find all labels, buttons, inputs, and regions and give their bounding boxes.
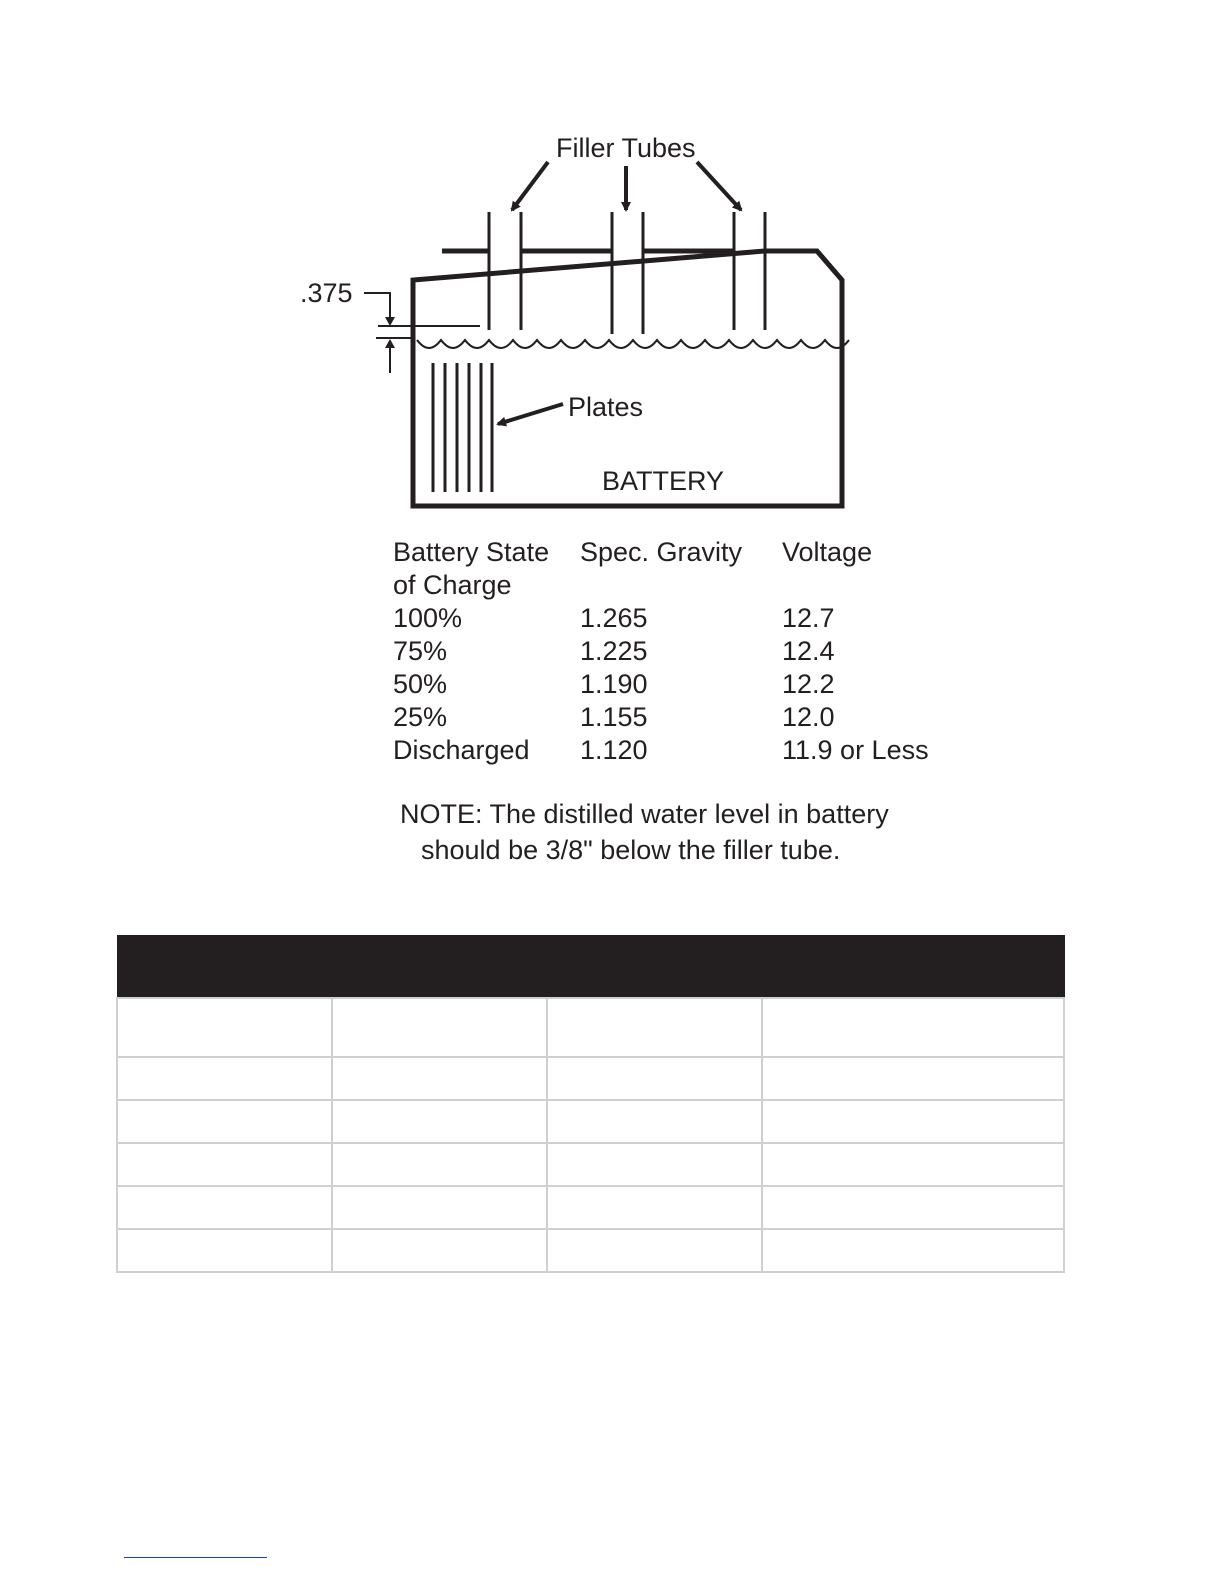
note-line-1: NOTE: The distilled water level in battery <box>400 799 889 829</box>
table-header-row <box>393 536 973 569</box>
table-row <box>117 1100 1064 1143</box>
cell-voltage: 11.9 or Less <box>782 735 929 765</box>
filler-tubes <box>489 212 765 334</box>
table-header <box>117 936 1064 999</box>
table-header-row-2 <box>393 569 973 602</box>
cell-state: 100% <box>393 603 463 633</box>
cell-gravity: 1.120 <box>580 735 648 765</box>
water-level-note <box>400 796 889 868</box>
blank-log-table <box>116 935 1065 1273</box>
header-gravity: Spec. Gravity <box>580 537 743 567</box>
plates-label: Plates <box>568 392 644 422</box>
cell-voltage: 12.4 <box>782 636 835 666</box>
filler-tube-arrows <box>512 162 741 210</box>
cell-voltage: 12.2 <box>782 669 835 699</box>
table-row <box>117 998 1064 1057</box>
cell-gravity: 1.265 <box>580 603 648 633</box>
table-row <box>117 1057 1064 1100</box>
footer-link-rule <box>124 1557 267 1558</box>
cell-gravity: 1.155 <box>580 702 648 732</box>
cell-gravity: 1.190 <box>580 669 648 699</box>
cell-voltage: 12.0 <box>782 702 835 732</box>
filler-tubes-label: Filler Tubes <box>556 133 696 163</box>
cell-state: 75% <box>393 636 448 666</box>
cell-state: 25% <box>393 702 448 732</box>
cell-gravity: 1.225 <box>580 636 648 666</box>
header-state: Battery State <box>393 537 550 567</box>
header-state-line2: of Charge <box>393 570 512 600</box>
dimension-label: .375 <box>300 278 353 308</box>
plates-arrow <box>498 404 563 424</box>
table-row <box>393 734 973 767</box>
cell-voltage: 12.7 <box>782 603 835 633</box>
table-row <box>393 701 973 734</box>
header-voltage: Voltage <box>782 537 873 567</box>
table-row <box>117 1229 1064 1272</box>
table-row <box>117 1186 1064 1229</box>
plates <box>433 363 492 492</box>
cell-state: Discharged <box>393 735 530 765</box>
state-of-charge-table <box>393 536 973 767</box>
table-row <box>117 1143 1064 1186</box>
cell-state: 50% <box>393 669 448 699</box>
water-surface <box>417 340 849 348</box>
table-row <box>393 635 973 668</box>
table-row <box>393 602 973 635</box>
note-line-2: should be 3/8" below the filler tube. <box>421 835 841 865</box>
dimension-marker <box>364 293 480 373</box>
battery-label: BATTERY <box>602 466 725 496</box>
table-row <box>393 668 973 701</box>
